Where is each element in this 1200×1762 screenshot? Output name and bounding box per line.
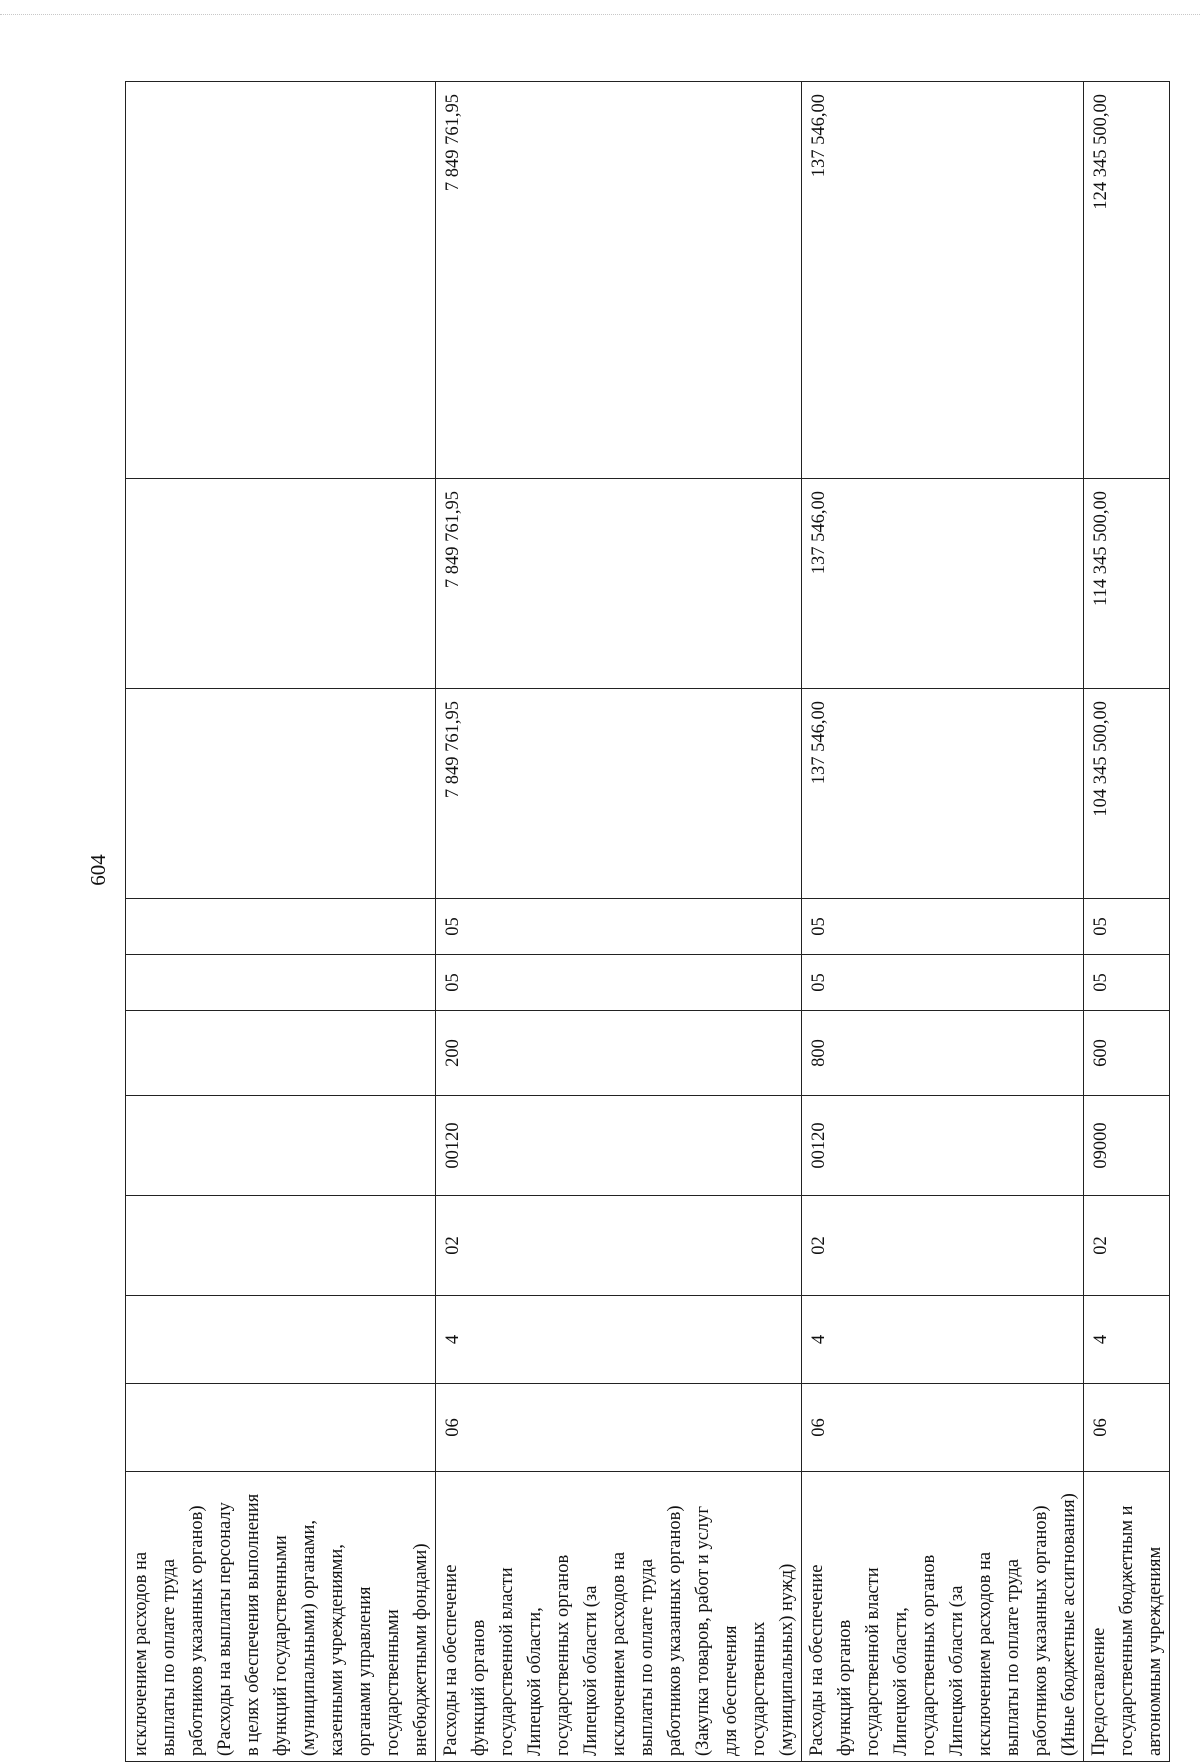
- code-cell: 800: [802, 1011, 1084, 1096]
- code-cell: 05: [802, 955, 1084, 1011]
- row-description: Предоставление государственным бюджетным и автономным учреждениям: [1084, 1472, 1170, 1762]
- amount-cell: 7 849 761,95: [436, 479, 802, 689]
- row-description: Расходы на обеспечение функций органов государственной власти Липецкой области, государственных органов Липецкой области (за исключением расходов на выплаты по оплате труда работников указанных органов) (Закупка товаров, работ и услуг для обеспечения государственных (муниципальных) нужд): [436, 1472, 802, 1762]
- budget-table-rotated: [125, 82, 1165, 1762]
- code-cell: [126, 1096, 436, 1196]
- code-cell: 05: [436, 899, 802, 955]
- code-cell: [126, 1384, 436, 1472]
- code-cell: [126, 899, 436, 955]
- amount-cell: [126, 689, 436, 899]
- code-cell: 02: [436, 1196, 802, 1296]
- table-row: [1084, 82, 1170, 1762]
- code-cell: 09000: [1084, 1096, 1170, 1196]
- row-description: Расходы на обеспечение функций органов государственной власти Липецкой области, государственных органов Липецкой области (за исключением расходов на выплаты по оплате труда работников указанных органов) (Иные бюджетные ассигнования): [802, 1472, 1084, 1762]
- code-cell: 02: [1084, 1196, 1170, 1296]
- code-cell: 05: [1084, 955, 1170, 1011]
- amount-cell: 7 849 761,95: [436, 82, 802, 479]
- code-cell: 00120: [802, 1096, 1084, 1196]
- code-cell: 600: [1084, 1011, 1170, 1096]
- amount-cell: [126, 479, 436, 689]
- code-cell: 4: [436, 1296, 802, 1384]
- row-description: исключением расходов на выплаты по оплате труда работников указанных органов) (Расходы на выплаты персоналу в целях обеспечения выполнения функций государственными (муниципальными) органами, казенными учреждениями, органами управления государственными внебюджетными фондами): [126, 1472, 436, 1762]
- page-number: 604: [86, 854, 110, 886]
- amount-cell: 137 546,00: [802, 689, 1084, 899]
- code-cell: 05: [436, 955, 802, 1011]
- table-row: [802, 82, 1084, 1762]
- code-cell: [126, 1011, 436, 1096]
- table-row: [126, 82, 436, 1762]
- code-cell: 06: [1084, 1384, 1170, 1472]
- amount-cell: 114 345 500,00: [1084, 479, 1170, 689]
- code-cell: 4: [1084, 1296, 1170, 1384]
- code-cell: 06: [436, 1384, 802, 1472]
- scan-top-edge: [0, 14, 1200, 15]
- code-cell: [126, 1296, 436, 1384]
- table-row: [436, 82, 802, 1762]
- amount-cell: 7 849 761,95: [436, 689, 802, 899]
- amount-cell: 104 345 500,00: [1084, 689, 1170, 899]
- code-cell: 02: [802, 1196, 1084, 1296]
- amount-cell: 137 546,00: [802, 82, 1084, 479]
- amount-cell: [126, 82, 436, 479]
- code-cell: 05: [802, 899, 1084, 955]
- code-cell: 200: [436, 1011, 802, 1096]
- code-cell: [126, 1196, 436, 1296]
- amount-cell: 137 546,00: [802, 479, 1084, 689]
- code-cell: 00120: [436, 1096, 802, 1196]
- code-cell: 06: [802, 1384, 1084, 1472]
- code-cell: 05: [1084, 899, 1170, 955]
- code-cell: [126, 955, 436, 1011]
- amount-cell: 124 345 500,00: [1084, 82, 1170, 479]
- code-cell: 4: [802, 1296, 1084, 1384]
- budget-table: [125, 81, 1170, 1762]
